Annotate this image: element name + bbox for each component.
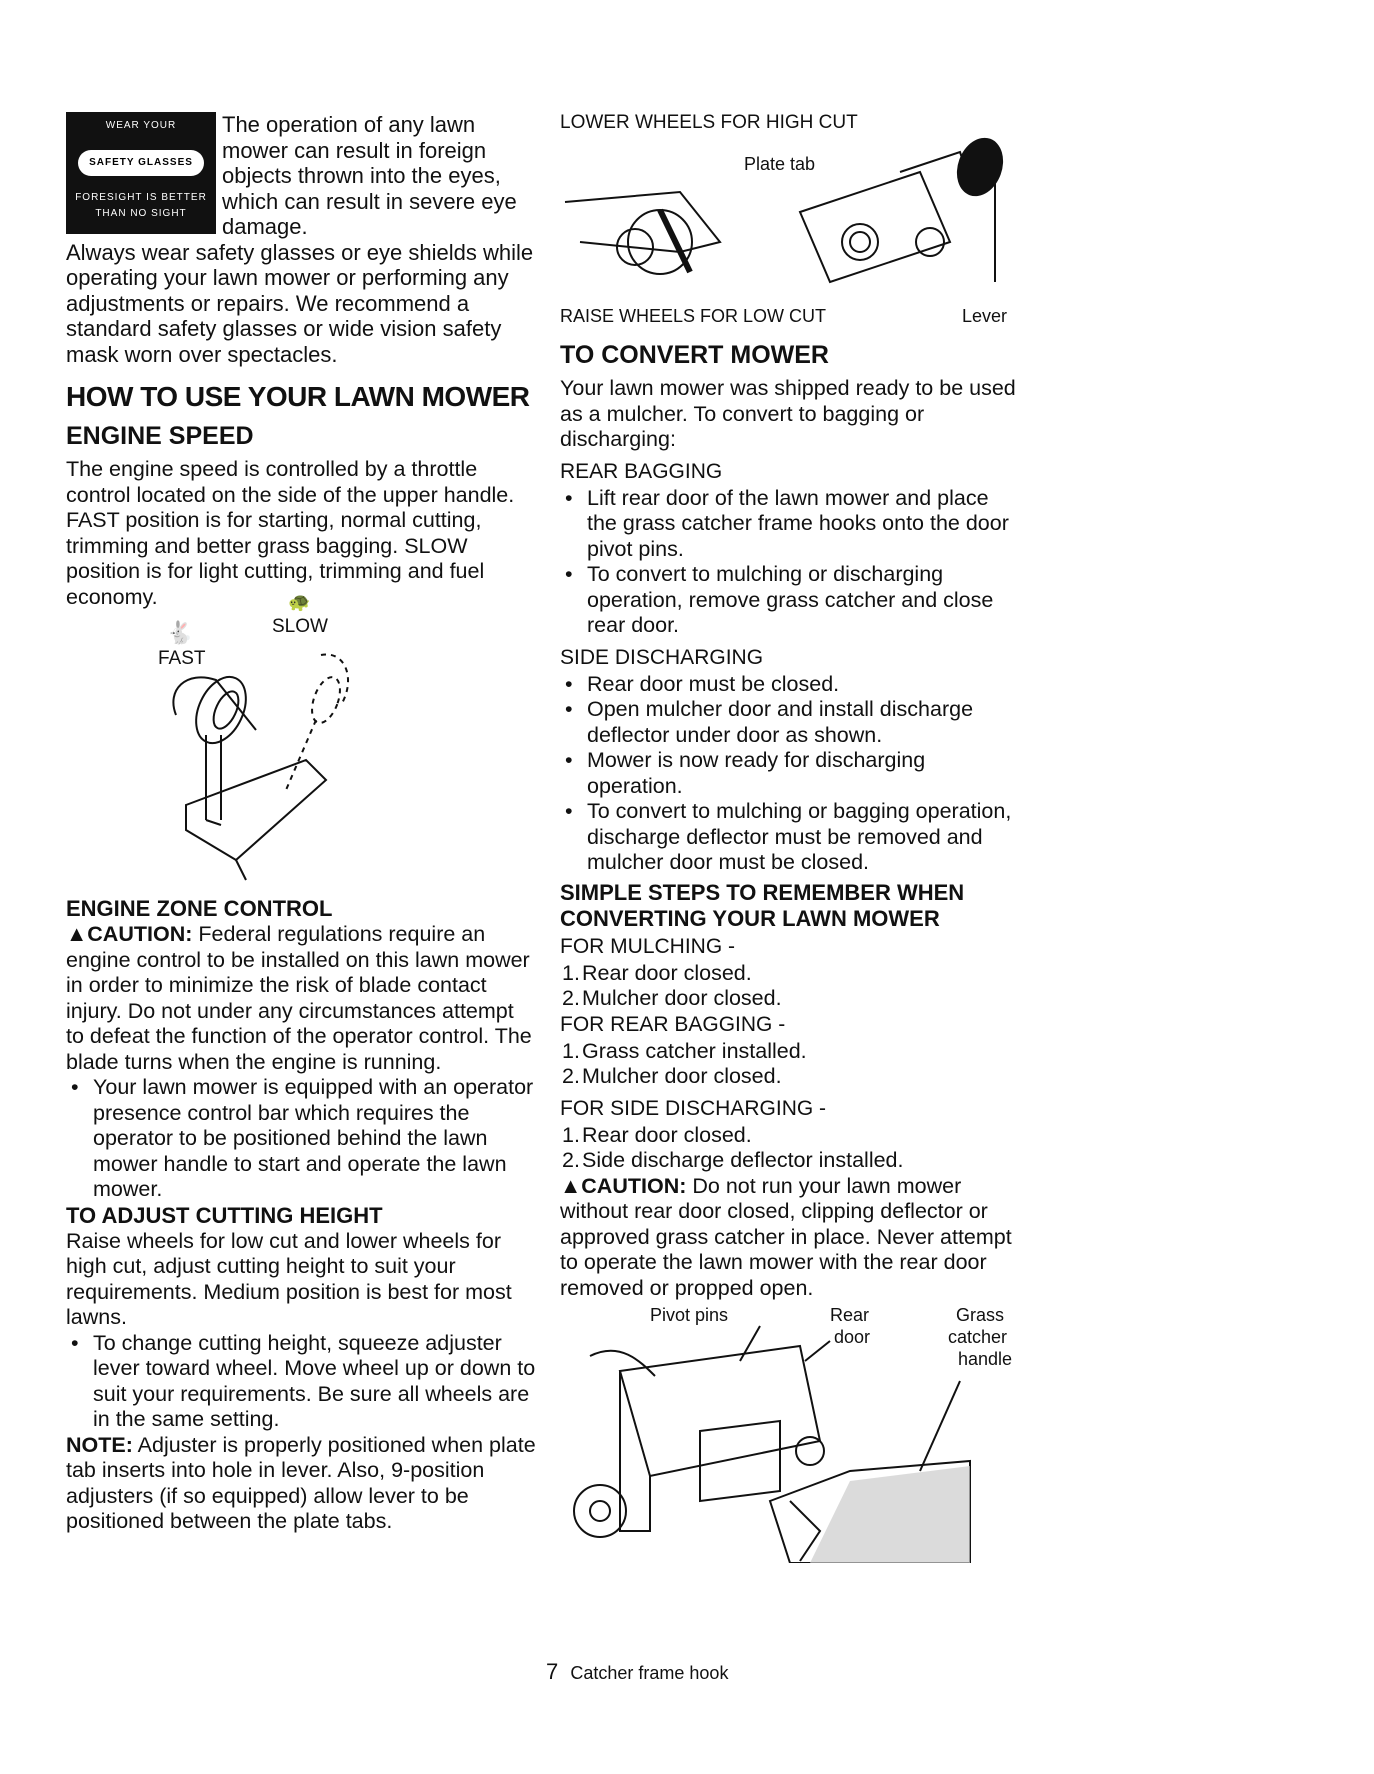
steps-caution-text: Do not run your lawn mower without rear door closed, clipping deflector or approved grass catcher in place. Never attempt to operate the lawn mower with the rear door removed or propped open. [560, 1173, 1012, 1300]
page-number: 7 [546, 1659, 559, 1684]
caution-icon: ▲ [560, 1173, 582, 1198]
safety-intro [66, 112, 536, 367]
height-adjust-figure [560, 112, 1020, 330]
side-steps [560, 1123, 1020, 1174]
engine-zone-control-heading: ENGINE ZONE CONTROL [66, 896, 333, 921]
list-item: • Mower is now ready for discharging operation. [560, 748, 1020, 799]
safety-glasses-badge [66, 112, 216, 234]
side-discharging-list [560, 672, 1020, 876]
rear-door-label-2: door [834, 1327, 871, 1347]
grass-label: Grass [956, 1305, 1005, 1325]
slow-icon: 🐢 [288, 592, 311, 612]
steps-caution-label: CAUTION: [581, 1173, 687, 1198]
fast-label: FAST [158, 648, 206, 669]
convert-mower-text: Your lawn mower was shipped ready to be used as a mulcher. To convert to bagging or discharging: [560, 376, 1016, 451]
throttle-figure [66, 592, 536, 890]
cutting-height-bullets [66, 1331, 536, 1433]
cutting-height-heading: TO ADJUST CUTTING HEIGHT [66, 1202, 383, 1228]
zone-caution-text: Federal regulations require an engine control to be installed on this lawn mower in order to minimize the risk of blade contact injury. Do not under any circumstances attempt to defeat the function of the operator control. The blade turns when the engine is running. [66, 922, 532, 1074]
how-to-heading: HOW TO USE YOUR LAWN MOWER [66, 381, 530, 412]
badge-line-1: WEAR YOUR [105, 120, 177, 131]
lever-knob-icon [949, 132, 1011, 203]
list-item: • Rear door must be closed. [560, 672, 1020, 698]
badge-line-2: SAFETY GLASSES [78, 150, 204, 176]
list-item: • Lift rear door of the lawn mower and place the grass catcher frame hooks onto the door pivot pins. [560, 486, 1020, 563]
catcher-label: catcher [948, 1327, 1008, 1347]
handle-label: handle [958, 1349, 1013, 1369]
caution-icon: ▲ [66, 922, 88, 946]
list-item: 1.Rear door closed. [562, 960, 752, 985]
list-item: • Your lawn mower is equipped with an operator presence control bar which requires the operator to be positioned behind the lawn mower handle to start and operate the lawn mower. [66, 1075, 536, 1203]
for-mulching-heading: FOR MULCHING - [560, 934, 735, 958]
engine-speed-text: The engine speed is controlled by a throttle control located on the side of the upper handle. FAST position is for starting, normal cutting, trimming and better grass bagging. SLOW position is for light cutting, trimming and fuel economy. [66, 457, 515, 609]
for-side-discharging-heading: FOR SIDE DISCHARGING - [560, 1096, 827, 1120]
slow-label: SLOW [272, 616, 328, 637]
raise-wheels-label: RAISE WHEELS FOR LOW CUT [560, 306, 827, 326]
list-item: • To change cutting height, squeeze adjuster lever toward wheel. Move wheel up or down to suit your requirements. Be sure all wheels are in the same setting. [66, 1331, 536, 1433]
convert-mower-heading: TO CONVERT MOWER [560, 341, 829, 369]
note-text: Adjuster is properly positioned when plate tab inserts into hole in lever. Also, 9-position adjusters (if so equipped) allow lever to be positioned between the plate tabs. [66, 1432, 536, 1533]
zone-caution-paragraph [66, 922, 536, 1075]
simple-steps-heading-1: SIMPLE STEPS TO REMEMBER WHEN [560, 879, 965, 905]
list-item: • Open mulcher door and install discharge deflector under door as shown. [560, 697, 1020, 748]
height-adjuster-drawing [560, 132, 1020, 312]
left-column [66, 112, 536, 1535]
cutting-height-text: Raise wheels for low cut and lower wheels for high cut, adjust cutting height to suit your requirements. Medium position is best for most lawns. [66, 1228, 512, 1329]
intro-text-beside: The operation of any lawn mower can result in foreign objects thrown into the eyes, which can result in severe eye damage. [222, 112, 517, 239]
list-item: 1.Rear door closed. [562, 1122, 752, 1147]
page-footer [546, 1659, 728, 1685]
zone-bullets [66, 1075, 536, 1203]
engine-speed-heading: ENGINE SPEED [66, 422, 254, 450]
pivot-pins-label: Pivot pins [650, 1305, 729, 1325]
rear-bagging-list [560, 486, 1020, 639]
zone-caution-label: CAUTION: [87, 922, 193, 946]
for-rear-bagging-heading: FOR REAR BAGGING - [560, 1012, 786, 1036]
list-item: • To convert to mulching or discharging operation, remove grass catcher and close rear door. [560, 562, 1020, 639]
rear-door-label-1: Rear [830, 1305, 870, 1325]
plate-tab-label: Plate tab [744, 154, 816, 174]
list-item: 2.Mulcher door closed. [562, 1064, 782, 1088]
grass-catcher-drawing [560, 1301, 1020, 1563]
throttle-lever-drawing [146, 610, 446, 890]
badge-line-4: THAN NO SIGHT [95, 208, 187, 219]
list-item: 1.Grass catcher installed. [562, 1038, 807, 1063]
steps-caution-paragraph [560, 1174, 1020, 1302]
intro-text-rest: Always wear safety glasses or eye shields while operating your lawn mower or performing any adjustments or repairs. We recommend a standard safety glasses or wide vision safety mask worn over spectacles. [66, 239, 534, 367]
list-item: 2.Mulcher door closed. [562, 986, 782, 1010]
lower-wheels-label: LOWER WHEELS FOR HIGH CUT [560, 112, 858, 133]
lever-label: Lever [962, 306, 1008, 326]
simple-steps-heading-2: CONVERTING YOUR LAWN MOWER [560, 905, 940, 931]
cutting-height-note [66, 1433, 536, 1535]
bagging-steps [560, 1039, 1020, 1090]
mulching-steps [560, 961, 1020, 1012]
catcher-frame-hook-label: Catcher frame hook [570, 1663, 729, 1683]
note-label: NOTE: [66, 1432, 133, 1457]
grass-catcher-figure [560, 1301, 1020, 1563]
side-discharging-heading: SIDE DISCHARGING [560, 645, 764, 669]
list-item: • To convert to mulching or bagging operation, discharge deflector must be removed and mulcher door must be closed. [560, 799, 1020, 876]
list-item: 2.Side discharge deflector installed. [562, 1148, 904, 1172]
right-column [560, 112, 1020, 1563]
rear-bagging-heading: REAR BAGGING [560, 459, 723, 483]
fast-icon: 🐇 [166, 620, 194, 645]
badge-line-3: FORESIGHT IS BETTER [75, 192, 207, 203]
